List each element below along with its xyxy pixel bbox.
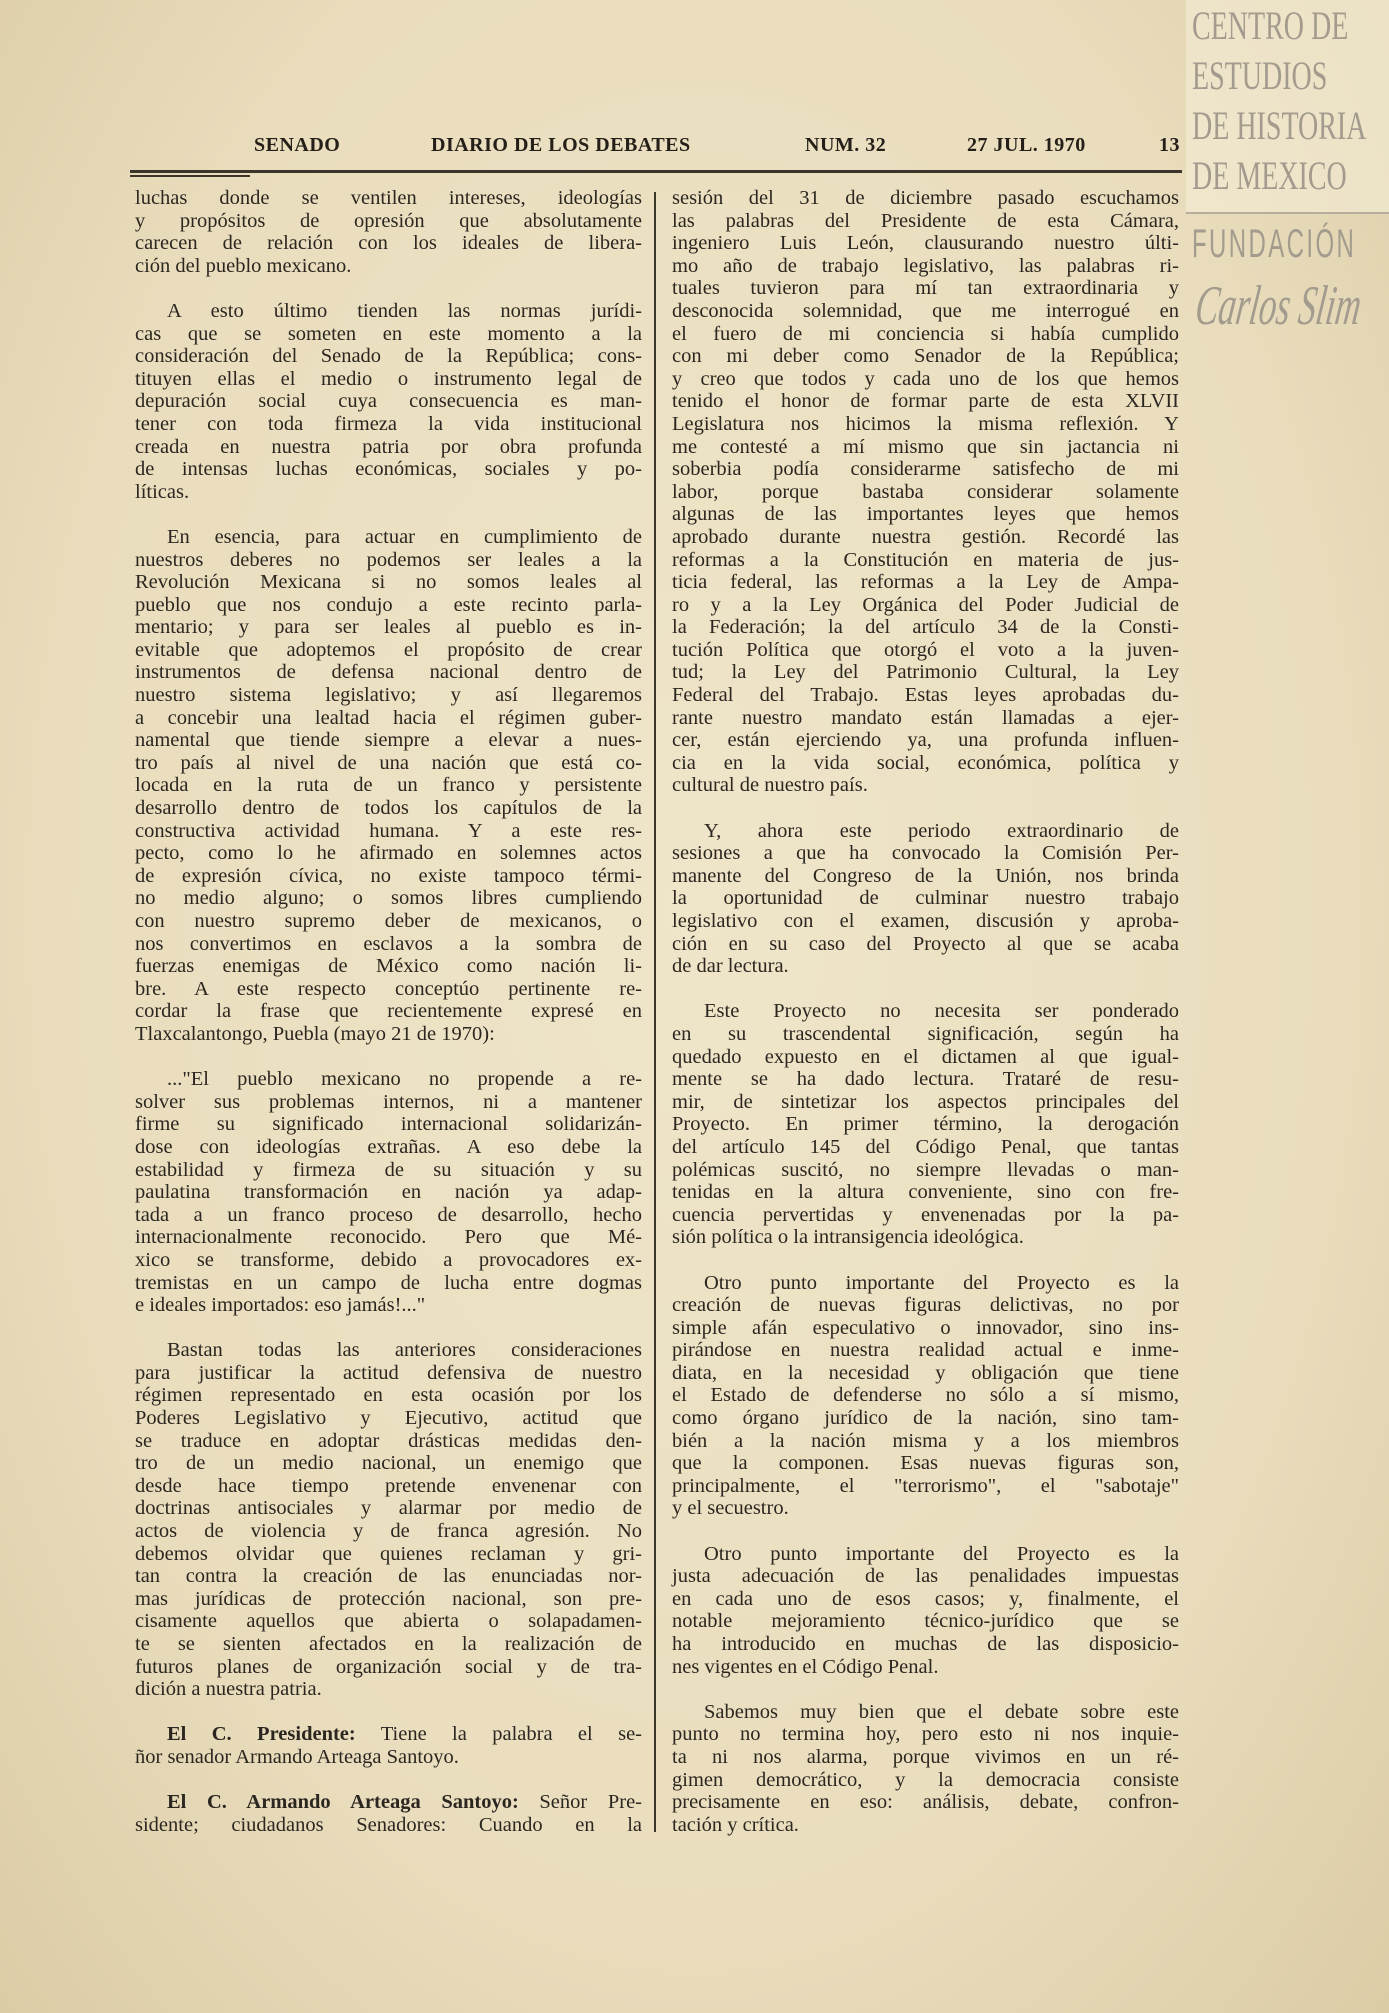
text-line: tución Política que otorgó el voto a la juven-	[672, 638, 1179, 661]
paragraph	[672, 1272, 1179, 1521]
text-line: Revolución Mexicana si no somos leales al	[135, 571, 642, 594]
text-line: justa adecuación de las penalidades impuestas	[672, 1565, 1179, 1588]
paragraph	[672, 1543, 1179, 1679]
text-line: mo año de trabajo legislativo, las palabras ri-	[672, 254, 1179, 277]
text-line: tud; la Ley del Patrimonio Cultural, la Ley	[672, 661, 1179, 684]
text-line: Federal del Trabajo. Estas leyes aprobadas du-	[672, 684, 1179, 707]
text-line: dose con ideologías extrañas. A eso debe la	[135, 1135, 642, 1158]
text-line: se traduce en adoptar drásticas medidas den-	[135, 1429, 642, 1452]
text-line: luchas donde se ventilen intereses, ideologías	[135, 187, 642, 209]
text-line: ..."El pueblo mexicano no propende a re-	[167, 1068, 642, 1091]
watermark-fundacion: FUNDACIÓN	[1192, 222, 1357, 266]
text-line: bién a la nación misma y a los miembros	[672, 1429, 1179, 1452]
text-line: cia en la vida social, económica, política y	[672, 751, 1179, 774]
text-line: A esto último tienden las normas jurídi-	[167, 299, 642, 322]
text-line: cer, están ejerciendo ya, una profunda influen-	[672, 729, 1179, 752]
text-line: tuales tuvieron para mí tan extraordinaria y	[672, 277, 1179, 300]
paragraph	[672, 187, 1179, 797]
text-line: firme su significado internacional solidarizán-	[135, 1113, 642, 1136]
text-line: Bastan todas las anteriores consideraciones	[167, 1339, 642, 1362]
text-line: régimen representado en esta ocasión por los	[135, 1384, 642, 1407]
text-line: mentario; y para ser leales al pueblo es in-	[135, 616, 642, 639]
text-line: nes vigentes en el Código Penal.	[672, 1655, 939, 1678]
text-line: en cada uno de esos casos; y, finalmente, el	[672, 1587, 1179, 1610]
text-line: ñor senador Armando Arteaga Santoyo.	[135, 1745, 459, 1768]
text-line: tenido el honor de formar parte de esta XLVII	[672, 390, 1179, 413]
text-line: pueblo que nos condujo a este recinto parla-	[135, 593, 642, 616]
text-line: que la componen. Esas nuevas figuras son,	[672, 1452, 1179, 1475]
text-line: evitable que adoptemos el propósito de crear	[135, 638, 642, 661]
text-line: Proyecto. En primer término, la derogación	[672, 1113, 1179, 1136]
speech-text: Tiene la palabra el se-	[355, 1723, 642, 1746]
text-line: doctrinas antisociales y alarmar por medio de	[135, 1497, 642, 1520]
text-line: desde hace tiempo pretende envenenar con	[135, 1474, 642, 1497]
text-line: quedado expuesto en el dictamen al que igual-	[672, 1045, 1179, 1068]
speech-text: Señor Pre-	[518, 1791, 642, 1814]
text-line: sesión del 31 de diciembre pasado escuchamos	[672, 187, 1179, 209]
speaker-paragraph	[135, 1723, 642, 1768]
text-line: instrumentos de defensa nacional dentro de	[135, 661, 642, 684]
text-line: pirándose en nuestra realidad actual e inme-	[672, 1339, 1179, 1362]
text-line: tro país al nivel de una nación que está co-	[135, 751, 642, 774]
text-line: namental que tiende siempre a elevar a nues-	[135, 729, 642, 752]
paragraph	[135, 526, 642, 1046]
text-line: simple afán especulativo o innovador, sino ins-	[672, 1316, 1179, 1339]
text-line: líticas.	[135, 480, 190, 503]
text-line: Tlaxcalantongo, Puebla (mayo 21 de 1970):	[135, 1022, 495, 1045]
text-line: de expresión cívica, no existe tampoco térmi-	[135, 864, 642, 887]
text-line: notable mejoramiento técnico-jurídico que se	[672, 1610, 1179, 1633]
paragraph	[135, 187, 642, 277]
paragraph	[672, 820, 1179, 978]
text-line: ha introducido en muchas de las disposicio-	[672, 1633, 1179, 1655]
text-line: constructiva actividad humana. Y a este res-	[135, 819, 642, 842]
text-line: Otro punto importante del Proyecto es la	[704, 1271, 1179, 1294]
text-line: paulatina transformación en nación ya adap-	[135, 1181, 642, 1204]
text-line: de dar lectura.	[672, 955, 789, 978]
header-number: NUM. 32	[805, 134, 887, 156]
text-line: manente del Congreso de la Unión, nos brinda	[672, 864, 1179, 887]
text-line: nuestro sistema legislativo; y así llegaremos	[135, 684, 642, 707]
paragraph	[135, 1339, 642, 1701]
paragraph	[672, 1000, 1179, 1249]
text-line: creación de nuevas figuras delictivas, no por	[672, 1294, 1179, 1317]
text-line: ción en su caso del Proyecto al que se acaba	[672, 932, 1179, 955]
text-line: debemos olvidar que quienes reclaman y gri-	[135, 1542, 642, 1565]
text-line: en su trascendental significación, según ha	[672, 1022, 1179, 1045]
text-line: internacionalmente reconocido. Pero que Mé-	[135, 1226, 642, 1249]
paragraph	[135, 300, 642, 503]
text-line: el fuero de mi conciencia si había cumplido	[672, 322, 1179, 345]
text-line: a concebir una lealtad hacia el régimen guber-	[135, 706, 642, 729]
text-line: tener con toda firmeza la vida institucional	[135, 412, 642, 435]
text-line: tremistas en un campo de lucha entre dogmas	[135, 1271, 642, 1294]
text-line: pecto, como lo he afirmado en solemnes actos	[135, 842, 642, 865]
text-line: Sabemos muy bien que el debate sobre este	[704, 1700, 1179, 1723]
text-line: ro y a la Ley Orgánica del Poder Judicial de	[672, 593, 1179, 616]
text-line: el Estado de defenderse no sólo a sí mismo,	[672, 1384, 1179, 1407]
text-line: precisamente en eso: análisis, debate, confron-	[672, 1791, 1179, 1814]
text-line: tro de un medio nacional, un enemigo que	[135, 1452, 642, 1475]
text-line: tada a un franco proceso de desarrollo, hecho	[135, 1203, 642, 1226]
text-line: aprobado durante nuestra gestión. Recordé las	[672, 525, 1179, 548]
paragraph	[672, 1701, 1179, 1837]
text-line: reformas a la Constitución en materia de jus-	[672, 548, 1179, 571]
text-line: la Federación; la del artículo 34 de la Consti-	[672, 616, 1179, 639]
watermark-line: DE MEXICO	[1192, 153, 1347, 198]
text-line: ingeniero Luis León, clausurando nuestro últi-	[672, 232, 1179, 255]
text-line: ta ni nos alarma, porque vivimos en un ré-	[672, 1745, 1179, 1768]
text-line: actos de violencia y de franca agresión. No	[135, 1520, 642, 1543]
text-line: y el secuestro.	[672, 1497, 789, 1520]
watermark-line: CENTRO DE	[1192, 3, 1349, 48]
speaker-name: El C. Presidente:	[167, 1723, 356, 1746]
text-line: y creo que todos y cada uno de los que hemos	[672, 367, 1179, 390]
text-line: tenidas en la altura conveniente, sino con fre-	[672, 1181, 1179, 1204]
text-line: dición a nuestra patria.	[135, 1678, 322, 1701]
text-line: me contesté a mí mismo que sin jactancia ni	[672, 435, 1179, 458]
text-line: futuros planes de organización social y de tra-	[135, 1655, 642, 1678]
text-line: cuencia pervertidas y envenenadas por la pa-	[672, 1203, 1179, 1226]
text-line: polémicas suscitó, no siempre llevadas o man-	[672, 1158, 1179, 1181]
text-line: legislativo con el examen, discusión y aproba-	[672, 910, 1179, 932]
text-line: bre. A este respecto conceptúo pertinente re-	[135, 977, 642, 1000]
text-line: con mi deber como Senador de la República;	[672, 345, 1179, 368]
text-line: tación y crítica.	[672, 1813, 799, 1836]
text-line: de intensas luchas económicas, sociales y po-	[135, 458, 642, 481]
watermark-signature: Carlos Slim	[1191, 275, 1366, 337]
text-line: la oportunidad de culminar nuestro trabajo	[672, 887, 1179, 910]
text-line: desarrollo dentro de todos los capítulos de la	[135, 797, 642, 820]
text-line: cordar la frase que recientemente expresé en	[135, 1000, 642, 1023]
paragraph	[135, 1068, 642, 1317]
text-line: cas que se someten en este momento a la	[135, 322, 642, 345]
text-line: sidente; ciudadanos Senadores: Cuando en la	[135, 1813, 642, 1836]
text-line: algunas de las importantes leyes que hemos	[672, 503, 1179, 526]
text-line: carecen de relación con los ideales de libera-	[135, 232, 642, 255]
text-line: mente se ha dado lectura. Trataré de resu-	[672, 1068, 1179, 1091]
text-line: punto no termina hoy, pero esto ni nos inquie-	[672, 1723, 1179, 1746]
text-line: como órgano jurídico de la nación, sino tam-	[672, 1407, 1179, 1430]
text-line: te se sienten afectados en la realización de	[135, 1633, 642, 1655]
text-line: desconocida solemnidad, que me interrogué en	[672, 299, 1179, 322]
text-line: En esencia, para actuar en cumplimiento de	[167, 525, 642, 548]
text-line: nos convertimos en esclavos a la sombra de	[135, 932, 642, 955]
text-line: e ideales importados: eso jamás!..."	[135, 1294, 426, 1317]
watermark-line: DE HISTORIA	[1192, 103, 1367, 148]
text-line: del artículo 145 del Código Penal, que tantas	[672, 1135, 1179, 1158]
text-line: para justificar la actitud defensiva de nuestro	[135, 1361, 642, 1384]
text-line	[135, 1791, 642, 1814]
text-line: principalmente, el "terrorismo", el "sabotaje"	[672, 1474, 1179, 1497]
header-date: 27 JUL. 1970	[967, 134, 1086, 156]
text-line: ción del pueblo mexicano.	[135, 254, 352, 277]
header-rule	[130, 170, 1182, 173]
text-line: nuestros deberes no podemos ser leales a la	[135, 548, 642, 571]
text-line: labor, porque bastaba considerar solamente	[672, 480, 1179, 503]
text-line: estabilidad y firmeza de su situación y su	[135, 1158, 642, 1181]
text-line: soberbia podía considerarme satisfecho de mi	[672, 458, 1179, 481]
text-line: las palabras del Presidente de esta Cámara,	[672, 209, 1179, 232]
text-line: con nuestro supremo deber de mexicanos, o	[135, 910, 642, 932]
text-line: consideración del Senado de la República; cons-	[135, 345, 642, 368]
text-line: depuración social cuya consecuencia es man-	[135, 390, 642, 413]
text-line: gimen democrático, y la democracia consiste	[672, 1768, 1179, 1791]
header-rule-accent	[130, 175, 250, 177]
header-page-number: 13	[1159, 134, 1180, 156]
text-line: Poderes Legislativo y Ejecutivo, actitud que	[135, 1407, 642, 1430]
text-line: y propósitos de opresión que absolutamente	[135, 209, 642, 232]
text-line: mas jurídicas de protección nacional, son pre-	[135, 1587, 642, 1610]
text-line: fuerzas enemigas de México como nación li-	[135, 955, 642, 978]
text-line: sión política o la intransigencia ideológica.	[672, 1226, 1024, 1249]
column-divider	[654, 192, 656, 1832]
text-line: solver sus problemas internos, ni a mantener	[135, 1090, 642, 1113]
text-line: tituyen ellas el medio o instrumento legal de	[135, 367, 642, 390]
text-line: ticia federal, las reformas a la Ley de Ampa-	[672, 571, 1179, 594]
text-line: diata, en la necesidad y obligación que tiene	[672, 1361, 1179, 1384]
text-line: Este Proyecto no necesita ser ponderado	[704, 1000, 1179, 1023]
left-column	[135, 187, 642, 1859]
speaker-name: El C. Armando Arteaga Santoyo:	[167, 1791, 519, 1814]
text-line: tan contra la creación de las enunciadas nor-	[135, 1565, 642, 1588]
text-line: xico se transforme, debido a provocadores ex-	[135, 1248, 642, 1271]
text-line: cisamente aquellos que abierta o solapadamen-	[135, 1610, 642, 1633]
text-line: Otro punto importante del Proyecto es la	[704, 1542, 1179, 1565]
speaker-paragraph	[135, 1791, 642, 1836]
text-line: creada en nuestra patria por obra profunda	[135, 435, 642, 458]
text-line: mir, de sintetizar los aspectos principales del	[672, 1090, 1179, 1113]
watermark-line: ESTUDIOS	[1192, 53, 1328, 98]
text-line: rante nuestro mandato están llamadas a ejer-	[672, 706, 1179, 729]
right-column	[672, 187, 1179, 1859]
header-publication: DIARIO DE LOS DEBATES	[431, 134, 691, 156]
text-line: no medio alguno; o somos libres cumpliendo	[135, 887, 642, 910]
text-line	[135, 1723, 642, 1746]
text-line: sesiones a que ha convocado la Comisión Per-	[672, 842, 1179, 865]
text-line: cultural de nuestro país.	[672, 774, 868, 797]
text-line: locada en la ruta de un franco y persistente	[135, 774, 642, 797]
header-section: SENADO	[254, 134, 341, 156]
text-line: Y, ahora este periodo extraordinario de	[704, 819, 1179, 842]
text-line: Legislatura nos hicimos la misma reflexión. Y	[672, 412, 1179, 435]
